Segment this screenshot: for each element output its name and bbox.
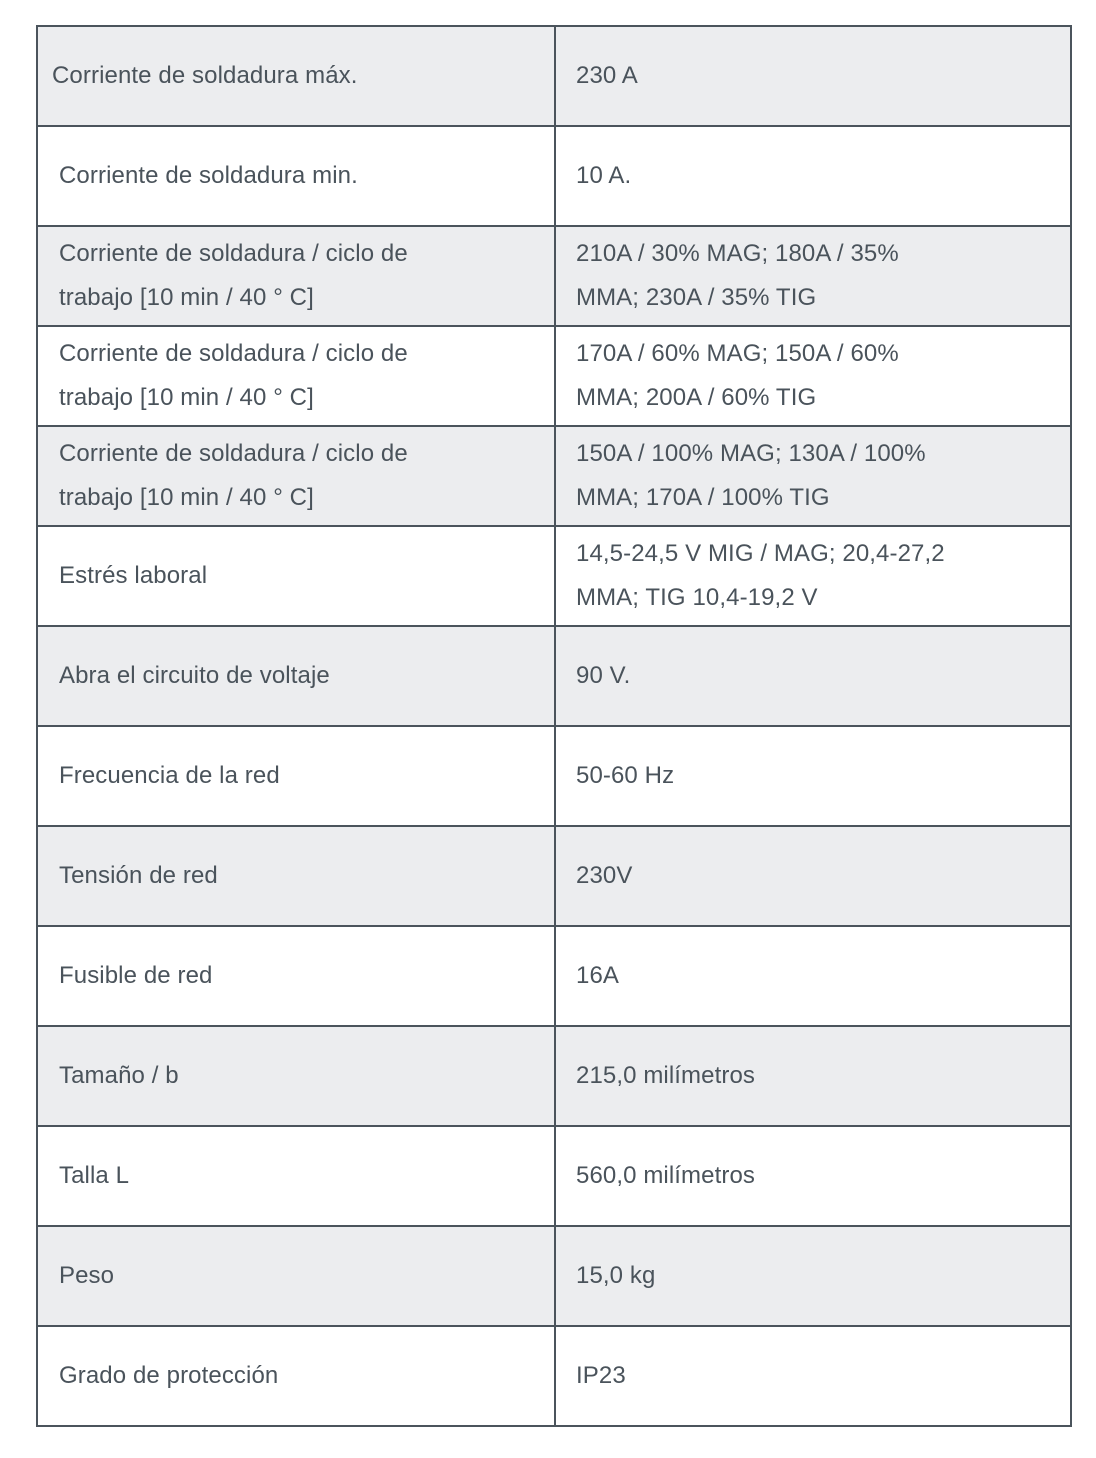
spec-value-line: 150A / 100% MAG; 130A / 100% [576,440,926,467]
spec-value-line: MMA; 230A / 35% TIG [576,284,817,311]
spec-label-cell [37,326,555,426]
spec-value-line: MMA; TIG 10,4-19,2 V [576,584,818,611]
spec-label-line: Corriente de soldadura / ciclo de [59,440,408,467]
spec-value-line: 210A / 30% MAG; 180A / 35% [576,240,899,267]
spec-value-cell [555,826,1071,926]
spec-value-cell [555,926,1071,1026]
spec-label-line: Peso [59,1262,115,1289]
spec-value-cell [555,526,1071,626]
table-row [37,1126,1071,1226]
spec-label-cell [37,26,555,126]
table-row [37,26,1071,126]
spec-value-line: 90 V. [576,662,631,689]
spec-label-cell [37,126,555,226]
spec-label-cell [37,1026,555,1126]
spec-label-line: Corriente de soldadura min. [59,162,358,189]
spec-value-cell [555,426,1071,526]
spec-value-line: 170A / 60% MAG; 150A / 60% [576,340,899,367]
spec-label-cell [37,626,555,726]
table-row [37,126,1071,226]
spec-value-cell [555,226,1071,326]
spec-value-line: 50-60 Hz [576,762,675,789]
spec-value-line: 230 A [576,62,638,89]
spec-label-cell [37,1226,555,1326]
table-row [37,726,1071,826]
spec-label-line: Talla L [59,1162,130,1189]
spec-value-line: MMA; 200A / 60% TIG [576,384,817,411]
specifications-table [36,25,1072,1427]
table-row [37,926,1071,1026]
spec-label-cell [37,526,555,626]
spec-label-cell [37,826,555,926]
spec-label-line: Corriente de soldadura máx. [52,62,358,89]
spec-value-line: 14,5-24,5 V MIG / MAG; 20,4-27,2 [576,540,945,567]
spec-label-cell [37,426,555,526]
spec-value-cell [555,26,1071,126]
table-row [37,1026,1071,1126]
spec-label-line: Corriente de soldadura / ciclo de [59,340,408,367]
spec-value-line: 215,0 milímetros [576,1062,755,1089]
table-row [37,626,1071,726]
spec-label-line: Corriente de soldadura / ciclo de [59,240,408,267]
table-row [37,526,1071,626]
spec-label-line: Abra el circuito de voltaje [59,662,330,689]
spec-label-cell [37,1126,555,1226]
spec-value-line: MMA; 170A / 100% TIG [576,484,830,511]
spec-label-line: Tensión de red [59,862,218,889]
spec-label-line: Tamaño / b [59,1062,179,1089]
spec-value-line: IP23 [576,1362,626,1389]
spec-value-cell [555,1026,1071,1126]
spec-label-line: trabajo [10 min / 40 ° C] [59,284,314,311]
spec-value-cell [555,1226,1071,1326]
table-row [37,826,1071,926]
spec-label-line: trabajo [10 min / 40 ° C] [59,384,314,411]
spec-value-cell [555,326,1071,426]
spec-value-line: 10 A. [576,162,632,189]
spec-value-cell [555,1126,1071,1226]
spec-value-cell [555,726,1071,826]
spec-value-line: 230V [576,862,633,889]
table-row [37,1326,1071,1426]
spec-label-cell [37,726,555,826]
spec-label-line: Fusible de red [59,962,213,989]
spec-value-cell [555,126,1071,226]
spec-label-cell [37,226,555,326]
spec-label-line: Grado de protección [59,1362,279,1389]
spec-label-line: Frecuencia de la red [59,762,280,789]
table-row [37,326,1071,426]
spec-value-line: 15,0 kg [576,1262,656,1289]
spec-label-line: trabajo [10 min / 40 ° C] [59,484,314,511]
spec-value-line: 560,0 milímetros [576,1162,755,1189]
spec-label-line: Estrés laboral [59,562,208,589]
table-row [37,1226,1071,1326]
specifications-table-body [37,26,1071,1426]
spec-label-cell [37,1326,555,1426]
table-row [37,226,1071,326]
spec-value-line: 16A [576,962,620,989]
spec-value-cell [555,1326,1071,1426]
table-row [37,426,1071,526]
spec-value-cell [555,626,1071,726]
spec-label-cell [37,926,555,1026]
